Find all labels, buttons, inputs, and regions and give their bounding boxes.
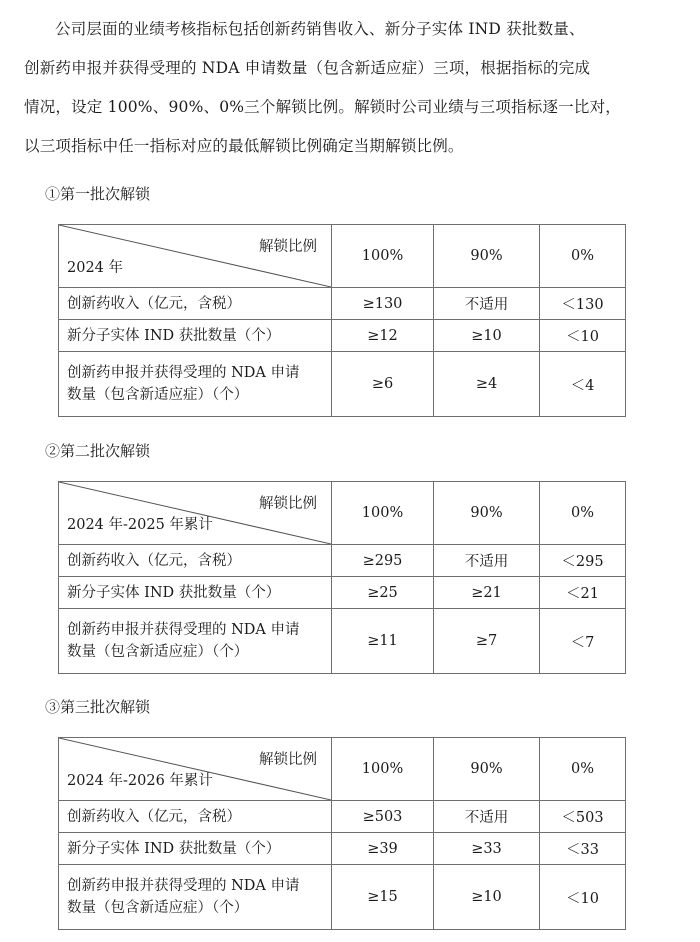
column-header: 90% — [434, 738, 540, 801]
unlock-table-batch-1 — [58, 224, 626, 417]
intro-line: 以三项指标中任一指标对应的最低解锁比例确定当期解锁比例。 — [24, 137, 464, 155]
table-cell: ≥6 — [332, 352, 434, 417]
table-cell: ＜7 — [540, 609, 626, 674]
row-label — [59, 865, 332, 930]
column-header: 100% — [332, 738, 434, 801]
column-header: 0% — [540, 738, 626, 801]
intro-line: 创新药申报并获得受理的 NDA 申请数量（包含新适应症）三项，根据指标的完成 — [24, 59, 591, 77]
row-label-line: 创新药申报并获得受理的 NDA 申请 — [67, 622, 300, 638]
table-cell: ≥15 — [332, 865, 434, 930]
row-label-line: 创新药申报并获得受理的 NDA 申请 — [67, 878, 300, 894]
row-label: 创新药收入（亿元，含税） — [59, 545, 332, 577]
table-cell: ＜10 — [540, 320, 626, 352]
row-label: 新分子实体 IND 获批数量（个） — [59, 833, 332, 865]
diagonal-header-cell — [59, 225, 332, 288]
table-cell: ＜130 — [540, 288, 626, 320]
table-cell: ≥503 — [332, 801, 434, 833]
unlock-table-batch-3 — [58, 737, 626, 930]
section-title-batch-1: ①第一批次解锁 — [45, 185, 151, 203]
table-cell: ≥21 — [434, 577, 540, 609]
table-cell: 不适用 — [434, 545, 540, 577]
column-header: 90% — [434, 482, 540, 545]
table-row — [59, 352, 626, 417]
table-cell: ＜10 — [540, 865, 626, 930]
period-label: 2024 年-2026 年累计 — [67, 773, 213, 789]
table-row — [59, 577, 626, 609]
table-row — [59, 865, 626, 930]
table-row — [59, 545, 626, 577]
row-label-line: 数量（包含新适应症）（个） — [67, 387, 249, 403]
table-cell: ≥4 — [434, 352, 540, 417]
row-label: 创新药收入（亿元，含税） — [59, 288, 332, 320]
column-header: 90% — [434, 225, 540, 288]
period-label: 2024 年-2025 年累计 — [67, 517, 213, 533]
table-cell: ≥10 — [434, 320, 540, 352]
row-label — [59, 609, 332, 674]
column-header: 100% — [332, 482, 434, 545]
diagonal-header-cell — [59, 482, 332, 545]
table-cell: ≥7 — [434, 609, 540, 674]
table-cell: ≥130 — [332, 288, 434, 320]
table-cell: ＜503 — [540, 801, 626, 833]
table-cell: ≥295 — [332, 545, 434, 577]
row-label-line: 数量（包含新适应症）（个） — [67, 900, 249, 916]
table-cell: ≥39 — [332, 833, 434, 865]
table-cell: ≥33 — [434, 833, 540, 865]
table-cell: ＜295 — [540, 545, 626, 577]
period-label: 2024 年 — [67, 260, 124, 276]
table-header-row — [59, 482, 626, 545]
row-label-line: 数量（包含新适应症）（个） — [67, 644, 249, 660]
table-cell: ＜4 — [540, 352, 626, 417]
ratio-label: 解锁比例 — [259, 239, 317, 255]
table-row — [59, 288, 626, 320]
row-label: 新分子实体 IND 获批数量（个） — [59, 320, 332, 352]
table-header-row — [59, 225, 626, 288]
table-cell: ≥11 — [332, 609, 434, 674]
table-cell: ≥10 — [434, 865, 540, 930]
column-header: 100% — [332, 225, 434, 288]
row-label: 新分子实体 IND 获批数量（个） — [59, 577, 332, 609]
row-label — [59, 352, 332, 417]
row-label-line: 创新药申报并获得受理的 NDA 申请 — [67, 365, 300, 381]
table-cell: 不适用 — [434, 801, 540, 833]
table-row — [59, 833, 626, 865]
table-row — [59, 320, 626, 352]
table-cell: ＜21 — [540, 577, 626, 609]
table-cell: ＜33 — [540, 833, 626, 865]
diagonal-header-cell — [59, 738, 332, 801]
table-row — [59, 801, 626, 833]
table-cell: ≥25 — [332, 577, 434, 609]
table-cell: 不适用 — [434, 288, 540, 320]
ratio-label: 解锁比例 — [259, 496, 317, 512]
section-title-batch-2: ②第二批次解锁 — [45, 442, 151, 460]
unlock-table-batch-2 — [58, 481, 626, 674]
column-header: 0% — [540, 225, 626, 288]
column-header: 0% — [540, 482, 626, 545]
intro-paragraph — [24, 10, 684, 166]
intro-line: 情况，设定 100%、90%、0%三个解锁比例。解锁时公司业绩与三项指标逐一比对， — [24, 98, 621, 116]
table-cell: ≥12 — [332, 320, 434, 352]
intro-line: 公司层面的业绩考核指标包括创新药销售收入、新分子实体 IND 获批数量、 — [55, 20, 585, 38]
section-title-batch-3: ③第三批次解锁 — [45, 698, 151, 716]
ratio-label: 解锁比例 — [259, 752, 317, 768]
table-header-row — [59, 738, 626, 801]
table-row — [59, 609, 626, 674]
row-label: 创新药收入（亿元，含税） — [59, 801, 332, 833]
